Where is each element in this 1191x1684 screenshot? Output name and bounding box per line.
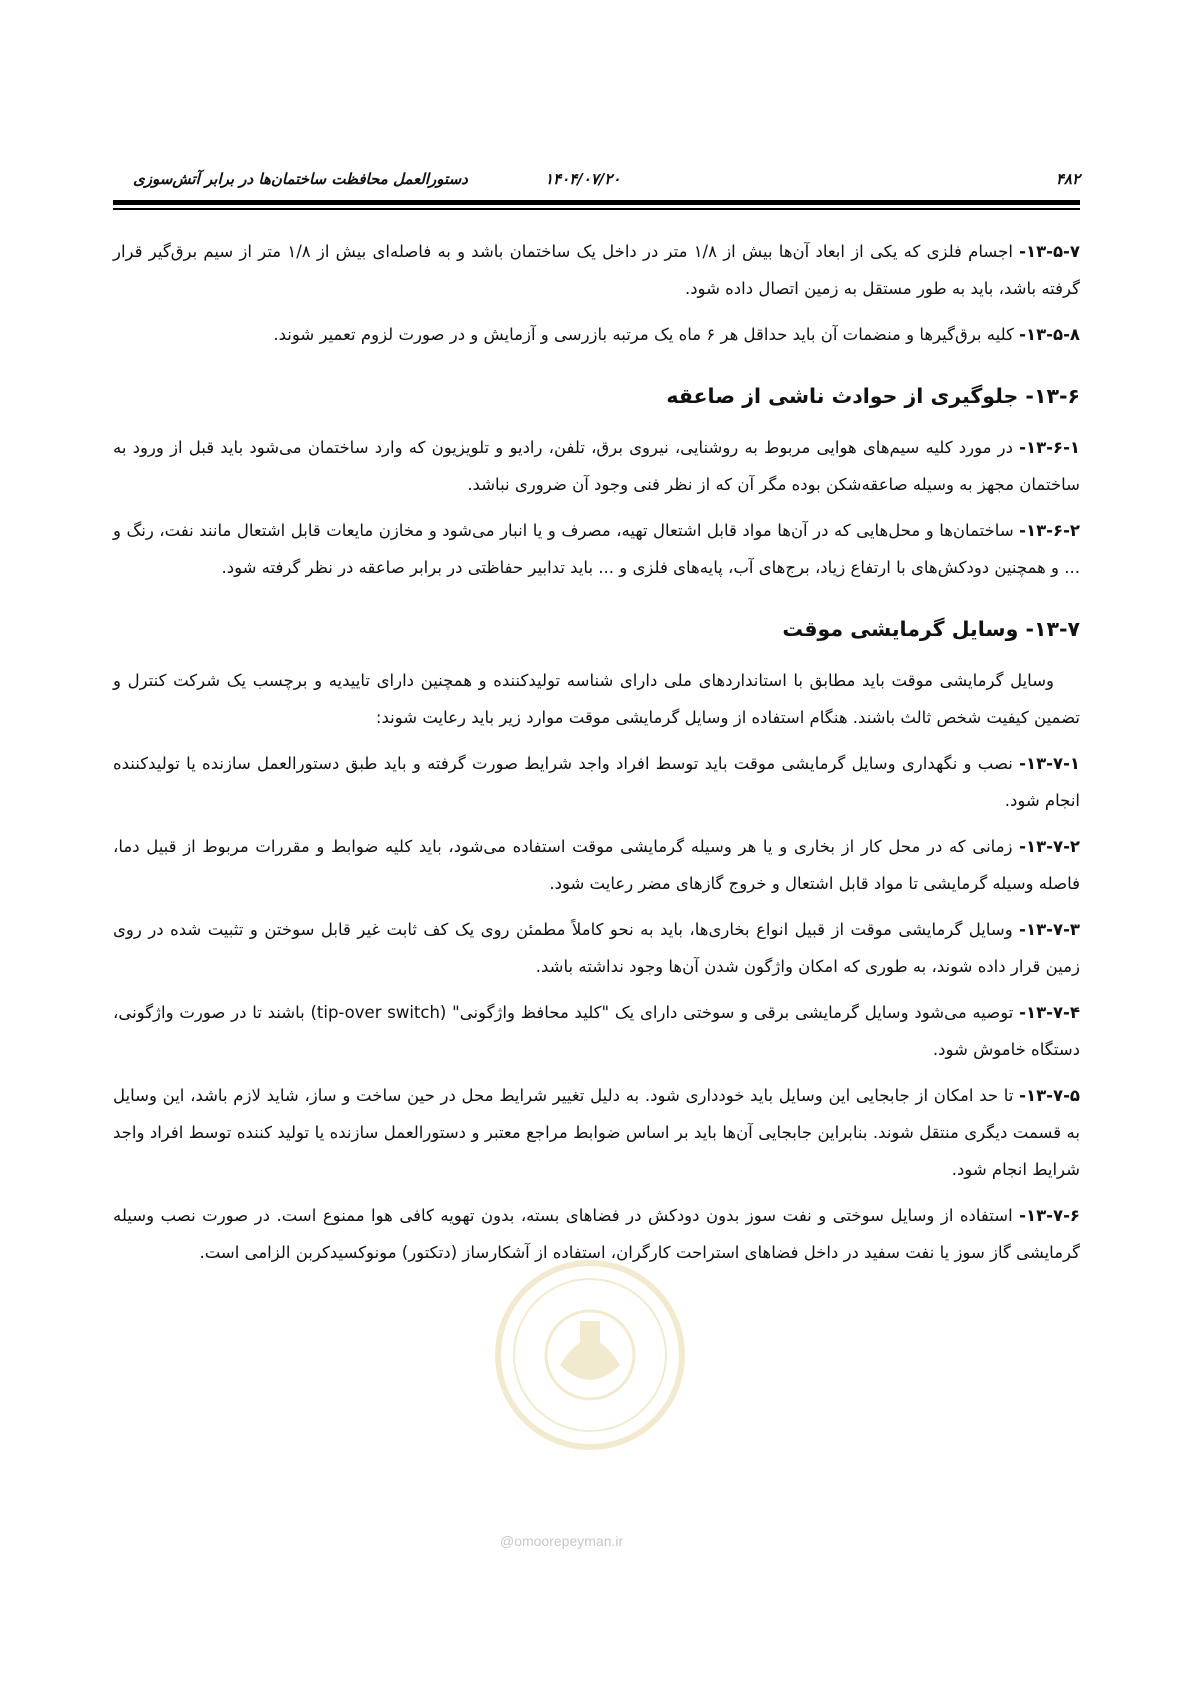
page-body bbox=[113, 233, 1080, 1280]
page-header bbox=[113, 170, 1080, 196]
clause-number: ۱۳-۷-۲- bbox=[1019, 837, 1080, 856]
paragraph-13-6-1 bbox=[113, 429, 1080, 503]
paragraph-13-7-2 bbox=[113, 828, 1080, 902]
paragraph-13-5-8 bbox=[113, 316, 1080, 353]
clause-number: ۱۳-۷-۴- bbox=[1019, 1003, 1080, 1022]
clause-number: ۱۳-۷-۳- bbox=[1019, 920, 1080, 939]
paragraph-13-7-3 bbox=[113, 911, 1080, 985]
clause-number: ۱۳-۵-۸- bbox=[1019, 325, 1080, 344]
clause-number: ۱۳-۷-۵- bbox=[1019, 1086, 1080, 1105]
section-heading-13-6: ۱۳-۶- جلوگیری از حوادث ناشی از صاعقه bbox=[666, 384, 1080, 408]
seal-watermark-icon bbox=[490, 1255, 690, 1455]
clause-text: در مورد کلیه سیم‌های هوایی مربوط به روشنایی، نیروی برق، تلفن، رادیو و تلویزیون که وارد ساختمان می‌شود باید قبل از ورود به ساختمان مجهز به وسیله صاعقه‌شکن بوده مگر آن که از نظر فنی وجود آن ضروری نباشد. bbox=[113, 438, 1080, 494]
clause-text: استفاده از وسایل سوختی و نفت سوز بدون دودکش در فضاهای بسته، بدون تهویه کافی هوا ممنوع است. در صورت نصب وسیله گرمایشی گاز سوز یا نفت سفید در داخل فضاهای استراحت کارگران، استفاده از آشکارساز (دتکتور) مونوکسیدکربن الزامی است. bbox=[113, 1206, 1080, 1262]
clause-text: کلیه برق‌گیرها و منضمات آن باید حداقل هر ۶ ماه یک مرتبه بازرسی و آزمایش و در صورت لزوم تعمیر شوند. bbox=[273, 325, 1020, 344]
paragraph-13-6-2 bbox=[113, 512, 1080, 586]
clause-text: تا حد امکان از جابجایی این وسایل باید خودداری شود. به دلیل تغییر شرایط محل در حین ساخت و ساز، شاید لازم باشد، این وسایل به قسمت دیگری منتقل شوند. بنابراین جابجایی آن‌ها باید بر اساس ضوابط مراجع معتبر و دستورالعمل سازنده یا تولید کننده توسط افراد واجد شرایط انجام شود. bbox=[113, 1086, 1080, 1179]
header-rule-thick bbox=[113, 200, 1080, 205]
clause-number: ۱۳-۵-۷- bbox=[1019, 242, 1080, 261]
clause-text: توصیه می‌شود وسایل گرمایشی برقی و سوختی دارای یک "کلید محافظ واژگونی" (tip-over switch) باشند تا در صورت واژگونی، دستگاه خاموش شود. bbox=[113, 1003, 1080, 1059]
clause-text: اجسام فلزی که یکی از ابعاد آن‌ها بیش از ۱/۸ متر در داخل یک ساختمان باشد و به فاصله‌ای بیش از ۱/۸ متر از سیم برق‌گیر قرار گرفته باشد، باید به طور مستقل به زمین اتصال داده شود. bbox=[113, 242, 1080, 298]
header-rule-thin bbox=[113, 208, 1080, 210]
clause-number: ۱۳-۷-۱- bbox=[1019, 754, 1080, 773]
site-watermark: @omoorepeyman.ir bbox=[500, 1533, 624, 1549]
header-date: ۱۴۰۴/۰۷/۲۰ bbox=[545, 170, 621, 188]
paragraph-13-7-5 bbox=[113, 1077, 1080, 1188]
page-number: ۴۸۲ bbox=[1055, 170, 1080, 188]
clause-text: ساختمان‌ها و محل‌هایی که در آن‌ها مواد قابل اشتعال تهیه، مصرف و یا انبار می‌شود و مخازن مایعات قابل اشتعال مانند نفت، رنگ و ... و همچنین دودکش‌های با ارتفاع زیاد، برج‌های آب، پایه‌های فلزی و ... باید تدابیر حفاظتی در برابر صاعقه در نظر گرفته شود. bbox=[113, 521, 1080, 577]
clause-number: ۱۳-۶-۲- bbox=[1019, 521, 1080, 540]
paragraph-13-7-1 bbox=[113, 745, 1080, 819]
clause-number: ۱۳-۷-۶- bbox=[1019, 1206, 1080, 1225]
clause-text: وسایل گرمایشی موقت از قبیل انواع بخاری‌ها، باید به نحو کاملاً مطمئن روی یک کف ثابت غیر قابل سوختن و تثبیت شده در روی زمین قرار داده شوند، به طوری که امکان واژگون شدن آن‌ها وجود نداشته باشد. bbox=[113, 920, 1080, 976]
paragraph-13-5-7 bbox=[113, 233, 1080, 307]
paragraph-13-7-4 bbox=[113, 994, 1080, 1068]
clause-text: نصب و نگهداری وسایل گرمایشی موقت باید توسط افراد واجد شرایط صورت گرفته و باید طبق دستورالعمل سازنده یا تولیدکننده انجام شود. bbox=[113, 754, 1080, 810]
clause-number: ۱۳-۶-۱- bbox=[1019, 438, 1080, 457]
section-heading-13-7: ۱۳-۷- وسایل گرمایشی موقت bbox=[782, 617, 1080, 641]
header-title: دستورالعمل محافظت ساختمان‌ها در برابر آتش‌سوزی bbox=[133, 170, 468, 188]
clause-text: زمانی که در محل کار از بخاری و یا هر وسیله گرمایشی موقت استفاده می‌شود، باید کلیه ضوابط و مقررات مربوط از قبیل دما، فاصله وسیله گرمایشی تا مواد قابل اشتعال و خروج گازهای مضر رعایت شود. bbox=[113, 837, 1080, 893]
paragraph-13-7-intro: وسایل گرمایشی موقت باید مطابق با استانداردهای ملی دارای شناسه تولیدکننده و همچنین دارای تاییدیه و برچسب یک شرکت کنترل و تضمین کیفیت شخص ثالث باشند. هنگام استفاده از وسایل گرمایشی موقت موارد زیر باید رعایت شوند: bbox=[113, 671, 1080, 727]
